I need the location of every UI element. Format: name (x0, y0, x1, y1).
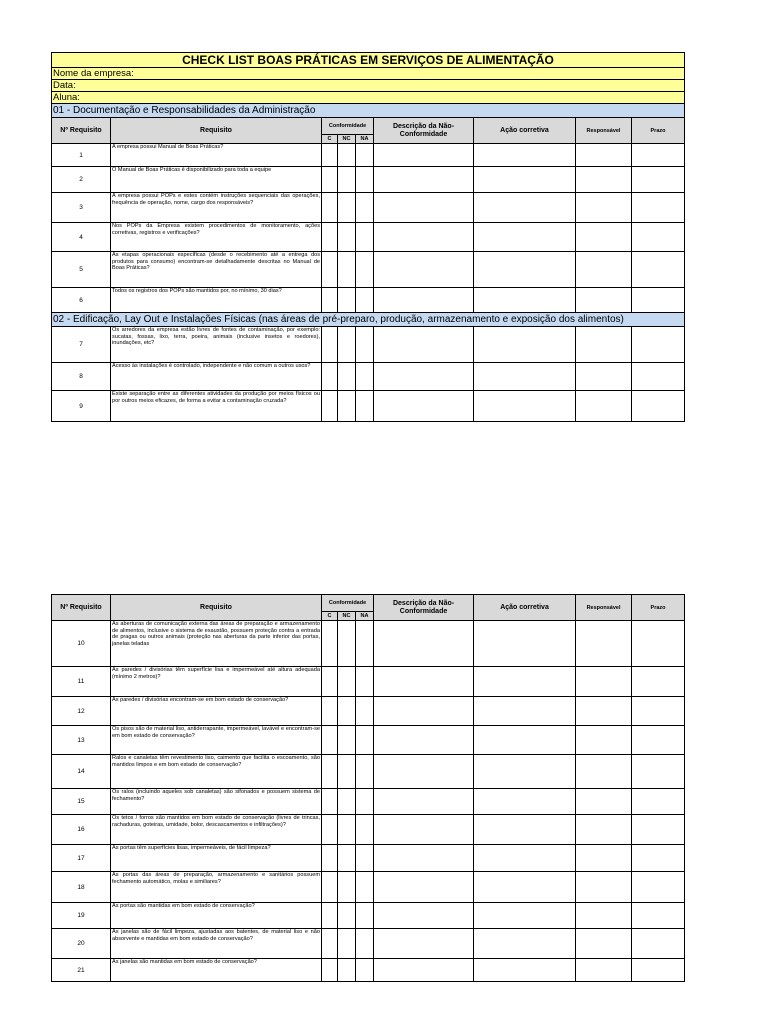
conformity-na-cell[interactable] (356, 872, 374, 903)
corrective-action-cell[interactable] (474, 845, 576, 872)
requirement-text: As janelas são de fácil limpeza, ajustadas aos batentes, de material liso e não absorvente e mantidas em bom estado de conservação? (111, 929, 322, 959)
header-responsible: Responsável (576, 118, 632, 144)
conformity-nc-cell[interactable] (338, 903, 356, 929)
requirement-number: 16 (52, 815, 111, 845)
requirement-row (52, 872, 685, 903)
requirement-text: Acesso às instalações é controlado, independente e não comum a outros usos? (111, 363, 322, 391)
requirement-row (52, 959, 685, 982)
conformity-nc-cell[interactable] (338, 959, 356, 982)
conformity-nc-cell[interactable] (338, 929, 356, 959)
requirement-number: 12 (52, 697, 111, 726)
section1-rows (52, 144, 685, 313)
requirement-row (52, 697, 685, 726)
requirement-number: 17 (52, 845, 111, 872)
conformity-c-cell[interactable] (322, 959, 338, 982)
header-num: Nº Requisito (52, 118, 111, 144)
requirement-row (52, 815, 685, 845)
requirement-row (52, 167, 685, 193)
header-requirement: Requisito (111, 118, 322, 144)
corrective-action-cell[interactable] (474, 755, 576, 789)
deadline-cell[interactable] (632, 621, 685, 667)
nonconformity-description-cell[interactable] (374, 223, 474, 252)
requirement-number: 3 (52, 193, 111, 223)
responsible-cell[interactable] (576, 845, 632, 872)
responsible-cell[interactable] (576, 252, 632, 288)
requirement-row (52, 903, 685, 929)
conformity-c-cell[interactable] (322, 755, 338, 789)
section-heading: 01 - Documentação e Responsabilidades da Administração (52, 104, 685, 118)
conformity-c-cell[interactable] (322, 815, 338, 845)
conformity-c-cell[interactable] (322, 845, 338, 872)
responsible-cell[interactable] (576, 959, 632, 982)
conformity-c-cell[interactable] (322, 697, 338, 726)
responsible-cell[interactable] (576, 789, 632, 815)
requirement-number: 7 (52, 327, 111, 363)
conformity-na-cell[interactable] (356, 697, 374, 726)
requirement-row (52, 327, 685, 363)
responsible-cell[interactable] (576, 327, 632, 363)
header-conformity: Conformidade (322, 118, 374, 135)
conformity-na-cell[interactable] (356, 755, 374, 789)
requirement-text: As portas das áreas de preparação, armazenamento e sanitários possuem fechamento automático, molas e similiares? (111, 872, 322, 903)
header-deadline: Prazo (632, 595, 685, 621)
nonconformity-description-cell[interactable] (374, 929, 474, 959)
header-nc: NC (338, 612, 356, 621)
requirement-text: Os pisos são de material liso, antiderrapante, impermeável, lavável e encontram-se em bom estado de conservação? (111, 726, 322, 755)
header-nonconformity-description: Descrição da Não-Conformidade (374, 595, 474, 621)
responsible-cell[interactable] (576, 929, 632, 959)
conformity-c-cell[interactable] (322, 288, 338, 313)
deadline-cell[interactable] (632, 697, 685, 726)
responsible-cell[interactable] (576, 667, 632, 697)
requirement-text: Ralos e canaletas têm revestimento liso, caimento que facilita o escoamento, são mantidos limpos e em bom estado de conservação? (111, 755, 322, 789)
corrective-action-cell[interactable] (474, 252, 576, 288)
requirement-number: 4 (52, 223, 111, 252)
requirement-text: As paredes / divisórias encontram-se em bom estado de conservação? (111, 697, 322, 726)
responsible-cell[interactable] (576, 872, 632, 903)
requirement-text: Todos os registros dos POPs são mantidos por, no mínimo, 30 dias? (111, 288, 322, 313)
requirement-number: 8 (52, 363, 111, 391)
conformity-nc-cell[interactable] (338, 667, 356, 697)
conformity-na-cell[interactable] (356, 252, 374, 288)
corrective-action-cell[interactable] (474, 363, 576, 391)
requirement-number: 15 (52, 789, 111, 815)
requirement-text: As etapas operacionais específicas (desde o recebimento até a entrega dos produtos para consumo) encontram-se detalhadamente descritas no Manual de Boas Práticas? (111, 252, 322, 288)
nonconformity-description-cell[interactable] (374, 872, 474, 903)
conformity-na-cell[interactable] (356, 363, 374, 391)
responsible-cell[interactable] (576, 288, 632, 313)
requirement-text: As paredes / divisórias têm superfície lisa e impermeável até altura adequada (mínimo 2 metros)? (111, 667, 322, 697)
deadline-cell[interactable] (632, 363, 685, 391)
conformity-na-cell[interactable] (356, 288, 374, 313)
corrective-action-cell[interactable] (474, 667, 576, 697)
nonconformity-description-cell[interactable] (374, 815, 474, 845)
header-conformity: Conformidade (322, 595, 374, 612)
corrective-action-cell[interactable] (474, 697, 576, 726)
requirement-text: Existe separação entre as diferentes atividades da produção por meios físicos ou por outros meios eficazes, de forma a evitar a contaminação cruzada? (111, 391, 322, 422)
responsible-cell[interactable] (576, 363, 632, 391)
conformity-nc-cell[interactable] (338, 872, 356, 903)
requirement-row (52, 621, 685, 667)
nonconformity-description-cell[interactable] (374, 327, 474, 363)
conformity-nc-cell[interactable] (338, 755, 356, 789)
conformity-c-cell[interactable] (322, 363, 338, 391)
conformity-c-cell[interactable] (322, 193, 338, 223)
conformity-c-cell[interactable] (322, 144, 338, 167)
corrective-action-cell[interactable] (474, 903, 576, 929)
responsible-cell[interactable] (576, 755, 632, 789)
deadline-cell[interactable] (632, 815, 685, 845)
requirement-text: Os ralos (incluindo aqueles sob canaletas) são sifonados e possuem sistema de fechamento? (111, 789, 322, 815)
conformity-na-cell[interactable] (356, 327, 374, 363)
corrective-action-cell[interactable] (474, 223, 576, 252)
requirement-number: 14 (52, 755, 111, 789)
requirement-row (52, 193, 685, 223)
conformity-nc-cell[interactable] (338, 252, 356, 288)
conformity-nc-cell[interactable] (338, 144, 356, 167)
nonconformity-description-cell[interactable] (374, 167, 474, 193)
page2-rows (52, 621, 685, 982)
conformity-na-cell[interactable] (356, 144, 374, 167)
conformity-nc-cell[interactable] (338, 697, 356, 726)
conformity-nc-cell[interactable] (338, 726, 356, 755)
nonconformity-description-cell[interactable] (374, 789, 474, 815)
requirement-row (52, 726, 685, 755)
header-requirement: Requisito (111, 595, 322, 621)
corrective-action-cell[interactable] (474, 327, 576, 363)
header-num: Nº Requisito (52, 595, 111, 621)
deadline-cell[interactable] (632, 789, 685, 815)
deadline-cell[interactable] (632, 223, 685, 252)
conformity-nc-cell[interactable] (338, 815, 356, 845)
nonconformity-description-cell[interactable] (374, 144, 474, 167)
requirement-number: 9 (52, 391, 111, 422)
conformity-nc-cell[interactable] (338, 363, 356, 391)
requirement-number: 1 (52, 144, 111, 167)
conformity-c-cell[interactable] (322, 872, 338, 903)
conformity-nc-cell[interactable] (338, 327, 356, 363)
date-field[interactable]: Data: (52, 80, 685, 92)
responsible-cell[interactable] (576, 815, 632, 845)
conformity-na-cell[interactable] (356, 621, 374, 667)
nonconformity-description-cell[interactable] (374, 621, 474, 667)
nonconformity-description-cell[interactable] (374, 252, 474, 288)
requirement-row (52, 929, 685, 959)
deadline-cell[interactable] (632, 327, 685, 363)
header-responsible: Responsável (576, 595, 632, 621)
corrective-action-cell[interactable] (474, 167, 576, 193)
responsible-cell[interactable] (576, 726, 632, 755)
nonconformity-description-cell[interactable] (374, 363, 474, 391)
header-nc: NC (338, 135, 356, 144)
conformity-c-cell[interactable] (322, 929, 338, 959)
nonconformity-description-cell[interactable] (374, 726, 474, 755)
conformity-nc-cell[interactable] (338, 789, 356, 815)
requirement-row (52, 288, 685, 313)
requirement-row (52, 667, 685, 697)
nonconformity-description-cell[interactable] (374, 959, 474, 982)
nonconformity-description-cell[interactable] (374, 845, 474, 872)
requirement-number: 20 (52, 929, 111, 959)
header-na: NA (356, 612, 374, 621)
header-corrective-action: Ação corretiva (474, 595, 576, 621)
deadline-cell[interactable] (632, 667, 685, 697)
requirement-text: As portas têm superfícies lisas, impermeáveis, de fácil limpeza? (111, 845, 322, 872)
corrective-action-cell[interactable] (474, 959, 576, 982)
conformity-na-cell[interactable] (356, 789, 374, 815)
responsible-cell[interactable] (576, 697, 632, 726)
conformity-nc-cell[interactable] (338, 845, 356, 872)
deadline-cell[interactable] (632, 726, 685, 755)
corrective-action-cell[interactable] (474, 726, 576, 755)
checklist-table-page1 (51, 52, 685, 422)
corrective-action-cell[interactable] (474, 929, 576, 959)
conformity-nc-cell[interactable] (338, 223, 356, 252)
deadline-cell[interactable] (632, 288, 685, 313)
conformity-c-cell[interactable] (322, 726, 338, 755)
deadline-cell[interactable] (632, 903, 685, 929)
requirement-row (52, 789, 685, 815)
requirement-text: As aberturas de comunicação externa das áreas de preparação e armazenamento de alimentos, inclusive o sistema de exaustão, possuem proteção contra a entrada de pragas ou outros animais (proteção nas aberturas da parte inferior das portas, janelas teladas (111, 621, 322, 667)
nonconformity-description-cell[interactable] (374, 697, 474, 726)
requirement-number: 10 (52, 621, 111, 667)
nonconformity-description-cell[interactable] (374, 391, 474, 422)
corrective-action-cell[interactable] (474, 789, 576, 815)
deadline-cell[interactable] (632, 252, 685, 288)
corrective-action-cell[interactable] (474, 288, 576, 313)
requirement-text: As janelas são mantidas em bom estado de conservação? (111, 959, 322, 982)
requirement-number: 13 (52, 726, 111, 755)
deadline-cell[interactable] (632, 144, 685, 167)
conformity-c-cell[interactable] (322, 167, 338, 193)
deadline-cell[interactable] (632, 391, 685, 422)
corrective-action-cell[interactable] (474, 621, 576, 667)
deadline-cell[interactable] (632, 755, 685, 789)
company-name-field[interactable]: Nome da empresa: (52, 68, 685, 80)
conformity-c-cell[interactable] (322, 621, 338, 667)
nonconformity-description-cell[interactable] (374, 288, 474, 313)
conformity-na-cell[interactable] (356, 903, 374, 929)
conformity-c-cell[interactable] (322, 327, 338, 363)
requirement-text: A empresa possui POPs e estes contém instruções sequenciais das operações, frequência de operação, nome, cargo dos responsáveis? (111, 193, 322, 223)
header-deadline: Prazo (632, 118, 685, 144)
requirement-number: 19 (52, 903, 111, 929)
requirement-number: 18 (52, 872, 111, 903)
student-field[interactable]: Aluna: (52, 92, 685, 104)
header-corrective-action: Ação corretiva (474, 118, 576, 144)
deadline-cell[interactable] (632, 167, 685, 193)
header-c: C (322, 135, 338, 144)
nonconformity-description-cell[interactable] (374, 667, 474, 697)
conformity-na-cell[interactable] (356, 845, 374, 872)
page-title: CHECK LIST BOAS PRÁTICAS EM SERVIÇOS DE ALIMENTAÇÃO (52, 53, 685, 68)
requirement-number: 2 (52, 167, 111, 193)
deadline-cell[interactable] (632, 845, 685, 872)
corrective-action-cell[interactable] (474, 391, 576, 422)
header-nonconformity-description: Descrição da Não-Conformidade (374, 118, 474, 144)
conformity-nc-cell[interactable] (338, 193, 356, 223)
requirement-number: 21 (52, 959, 111, 982)
section2-rows (52, 327, 685, 422)
requirement-row (52, 755, 685, 789)
conformity-na-cell[interactable] (356, 959, 374, 982)
conformity-na-cell[interactable] (356, 667, 374, 697)
conformity-nc-cell[interactable] (338, 167, 356, 193)
deadline-cell[interactable] (632, 959, 685, 982)
header-na: NA (356, 135, 374, 144)
requirement-text: As portas são mantidas em bom estado de conservação? (111, 903, 322, 929)
requirement-text: A empresa possui Manual de Boas Práticas? (111, 144, 322, 167)
corrective-action-cell[interactable] (474, 815, 576, 845)
requirement-row (52, 363, 685, 391)
requirement-text: Nos POPs da Empresa existem procedimentos de monitoramento, ações corretivas, registros e verificações? (111, 223, 322, 252)
corrective-action-cell[interactable] (474, 144, 576, 167)
conformity-c-cell[interactable] (322, 903, 338, 929)
requirement-text: Os arredores da empresa estão livres de fontes de contaminação, por exemplo: sucatas, fossas, lixo, terra, poeira, animais (inclusive insetos e roedores), inundações, etc? (111, 327, 322, 363)
conformity-na-cell[interactable] (356, 223, 374, 252)
conformity-na-cell[interactable] (356, 391, 374, 422)
requirement-row (52, 223, 685, 252)
nonconformity-description-cell[interactable] (374, 903, 474, 929)
requirement-text: O Manual de Boas Práticas é disponibilizado para toda a equipe (111, 167, 322, 193)
deadline-cell[interactable] (632, 872, 685, 903)
deadline-cell[interactable] (632, 193, 685, 223)
conformity-na-cell[interactable] (356, 815, 374, 845)
nonconformity-description-cell[interactable] (374, 193, 474, 223)
conformity-na-cell[interactable] (356, 193, 374, 223)
conformity-na-cell[interactable] (356, 726, 374, 755)
responsible-cell[interactable] (576, 167, 632, 193)
conformity-c-cell[interactable] (322, 252, 338, 288)
conformity-na-cell[interactable] (356, 167, 374, 193)
conformity-c-cell[interactable] (322, 667, 338, 697)
conformity-nc-cell[interactable] (338, 288, 356, 313)
conformity-nc-cell[interactable] (338, 621, 356, 667)
checklist-table-page2 (51, 594, 685, 982)
responsible-cell[interactable] (576, 144, 632, 167)
requirement-number: 11 (52, 667, 111, 697)
corrective-action-cell[interactable] (474, 872, 576, 903)
conformity-nc-cell[interactable] (338, 391, 356, 422)
conformity-na-cell[interactable] (356, 929, 374, 959)
header-c: C (322, 612, 338, 621)
requirement-number: 6 (52, 288, 111, 313)
requirement-row (52, 144, 685, 167)
corrective-action-cell[interactable] (474, 193, 576, 223)
conformity-c-cell[interactable] (322, 223, 338, 252)
section-heading: 02 - Edificação, Lay Out e Instalações Físicas (nas áreas de pré-preparo, produção, armazenamento e exposição dos alimentos) (52, 313, 685, 327)
nonconformity-description-cell[interactable] (374, 755, 474, 789)
requirement-row (52, 391, 685, 422)
responsible-cell[interactable] (576, 223, 632, 252)
responsible-cell[interactable] (576, 193, 632, 223)
responsible-cell[interactable] (576, 391, 632, 422)
responsible-cell[interactable] (576, 621, 632, 667)
deadline-cell[interactable] (632, 929, 685, 959)
responsible-cell[interactable] (576, 903, 632, 929)
requirement-text: Os tetos / forros são mantidos em bom estado de conservação (livres de trincas, rachaduras, goteiras, umidade, bolor, descascamentos e infiltrações)? (111, 815, 322, 845)
requirement-row (52, 845, 685, 872)
conformity-c-cell[interactable] (322, 789, 338, 815)
conformity-c-cell[interactable] (322, 391, 338, 422)
requirement-row (52, 252, 685, 288)
requirement-number: 5 (52, 252, 111, 288)
